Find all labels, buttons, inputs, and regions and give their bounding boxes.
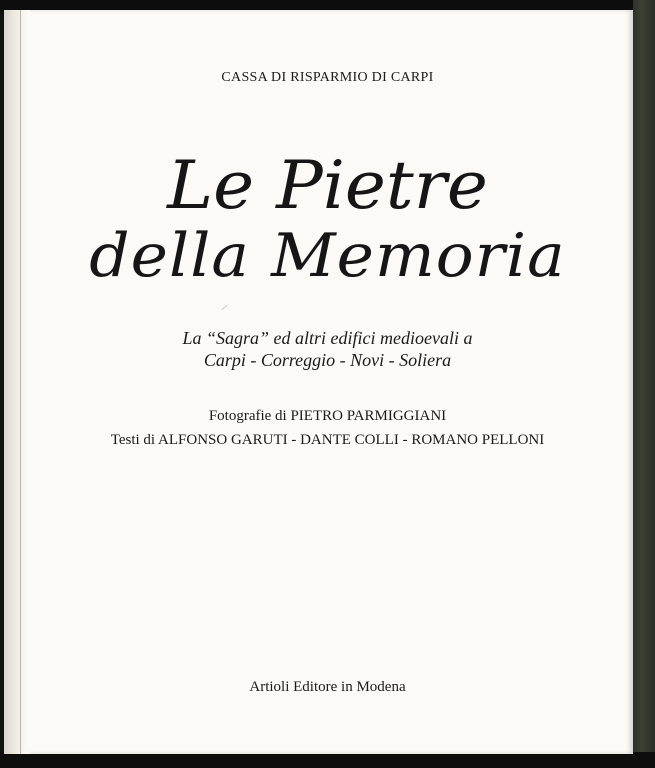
book-cover-bottom-edge: [0, 752, 655, 768]
subtitle-line-1: La “Sagra” ed altri edifici medioevali a: [182, 328, 473, 348]
texts-credit: Testi di ALFONSO GARUTI - DANTE COLLI - ROMANO PELLONI: [110, 432, 545, 448]
publisher-imprint: Artioli Editore in Modena: [249, 679, 406, 695]
paper-mark: [221, 305, 227, 310]
publisher-name: CASSA DI RISPARMIO DI CARPI: [221, 70, 434, 85]
book-title-line-2: della Memoria: [89, 221, 566, 291]
gutter-fold-line: [20, 10, 21, 754]
page-gutter: [4, 10, 30, 754]
book-title-line-1: Le Pietre: [167, 147, 488, 224]
subtitle-line-2: Carpi - Correggio - Novi - Soliera: [203, 350, 452, 370]
book-cover-right-edge: [633, 0, 655, 768]
title-page: [4, 10, 633, 754]
photography-credit: Fotografie di PIETRO PARMIGGIANI: [208, 408, 447, 424]
